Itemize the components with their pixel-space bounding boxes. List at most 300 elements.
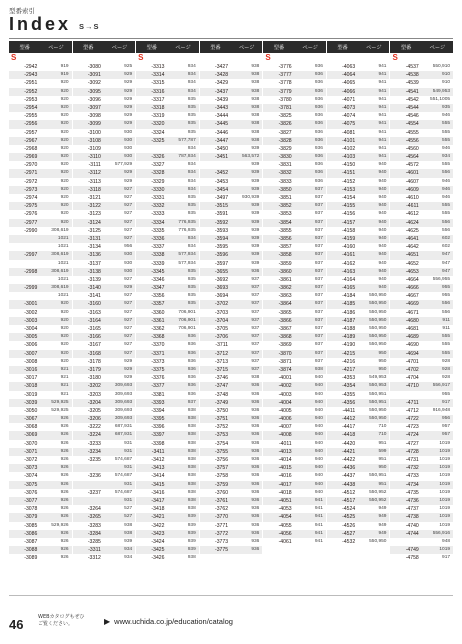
model-column-header: 型番 bbox=[210, 44, 221, 51]
model-number: -3312 bbox=[87, 555, 101, 562]
model-number: -3206 bbox=[87, 416, 101, 423]
page-ref: 937 bbox=[314, 268, 323, 274]
table-row bbox=[263, 350, 326, 358]
page-ref: 926 bbox=[60, 547, 69, 553]
page-ref: 937 bbox=[314, 219, 323, 225]
model-number: -3762 bbox=[215, 506, 229, 513]
page-ref: 936 bbox=[251, 440, 260, 446]
model-number: -3381 bbox=[151, 391, 165, 398]
table-row bbox=[390, 382, 453, 390]
table-row bbox=[327, 112, 390, 120]
model-number: -3325 bbox=[151, 137, 165, 144]
table-row bbox=[200, 530, 263, 538]
table-row bbox=[200, 374, 263, 382]
page-ref: 937 bbox=[314, 342, 323, 348]
page-column-header: ページ bbox=[238, 44, 255, 51]
table-row bbox=[9, 210, 72, 218]
model-column-header: 型番 bbox=[337, 44, 348, 51]
table-row bbox=[73, 522, 136, 530]
page-ref: 940 bbox=[378, 285, 387, 291]
table-row bbox=[263, 358, 326, 366]
model-column-header: 型番 bbox=[83, 44, 94, 51]
model-number: -4161 bbox=[342, 252, 356, 259]
table-row bbox=[200, 235, 263, 243]
page-ref: 927 bbox=[124, 276, 133, 282]
model-number: -3079 bbox=[24, 514, 38, 521]
page-ref: 927 bbox=[124, 342, 133, 348]
table-row bbox=[200, 382, 263, 390]
model-number: -3361 bbox=[151, 317, 165, 324]
table-row bbox=[73, 227, 136, 235]
table-row bbox=[200, 481, 263, 489]
table-row bbox=[9, 169, 72, 177]
model-number: -3124 bbox=[87, 219, 101, 226]
table-row bbox=[9, 415, 72, 423]
page-ref: 941 bbox=[314, 530, 323, 536]
model-number: -3122 bbox=[87, 203, 101, 210]
page-ref: 927 bbox=[124, 195, 133, 200]
page-ref: 920 bbox=[60, 186, 69, 192]
table-row bbox=[390, 210, 453, 218]
model-number: -3202 bbox=[87, 383, 101, 390]
page-ref: 935 bbox=[187, 203, 196, 209]
page-ref: 927 bbox=[124, 301, 133, 307]
page-ref: 920 bbox=[60, 88, 69, 94]
table-row bbox=[263, 374, 326, 382]
table-row bbox=[73, 120, 136, 128]
model-number: -3071 bbox=[24, 448, 38, 455]
model-number: -3205 bbox=[87, 407, 101, 414]
model-number: -4564 bbox=[405, 154, 419, 161]
page-ref: 529,925 bbox=[51, 407, 69, 413]
model-number: -3394 bbox=[151, 407, 165, 414]
model-number: -3076 bbox=[24, 489, 38, 496]
page-ref: 938 bbox=[187, 555, 196, 561]
model-number: -4004 bbox=[278, 399, 292, 406]
page-column-header: ページ bbox=[48, 44, 64, 51]
table-row bbox=[263, 481, 326, 489]
model-number: -3447 bbox=[215, 137, 229, 144]
model-number bbox=[390, 391, 421, 399]
table-row bbox=[263, 161, 326, 169]
model-number: -3779 bbox=[278, 88, 292, 95]
model-number: -3137 bbox=[87, 260, 101, 267]
table-row bbox=[390, 145, 453, 153]
table-row bbox=[73, 431, 136, 439]
table-row bbox=[390, 268, 453, 276]
page-ref: 940 bbox=[378, 235, 387, 241]
model-number: -2998 bbox=[24, 268, 38, 275]
column-header bbox=[263, 41, 326, 53]
page-ref: 687,931 bbox=[114, 432, 133, 438]
table-row bbox=[73, 554, 136, 562]
page-ref: 938 bbox=[251, 137, 260, 143]
page-ref: 920 bbox=[60, 358, 69, 364]
model-number: -4601 bbox=[405, 170, 419, 177]
page-ref: 939 bbox=[251, 244, 260, 250]
page-ref: 577,934 bbox=[178, 260, 196, 266]
page-ref: 936 bbox=[314, 64, 323, 69]
table-row bbox=[390, 202, 453, 210]
table-row bbox=[73, 497, 136, 505]
page-ref: 940 bbox=[378, 162, 387, 168]
page-ref: 550,951 bbox=[369, 399, 387, 405]
table-row bbox=[136, 382, 199, 390]
table-row bbox=[327, 219, 390, 227]
model-number: -4075 bbox=[342, 121, 356, 128]
model-number: -4160 bbox=[342, 244, 356, 251]
table-row bbox=[200, 456, 263, 464]
table-row bbox=[327, 129, 390, 137]
table-row bbox=[136, 358, 199, 366]
table-row bbox=[327, 440, 390, 448]
page-ref: 935 bbox=[187, 211, 196, 217]
page-ref: 920 bbox=[60, 121, 69, 127]
table-row bbox=[200, 399, 263, 407]
page-ref: 602 bbox=[442, 244, 451, 250]
table-row bbox=[263, 497, 326, 505]
table-row bbox=[73, 464, 136, 472]
model-number: -4652 bbox=[405, 260, 419, 267]
table-row bbox=[200, 202, 263, 210]
model-number: -3326 bbox=[151, 154, 165, 161]
page-ref: 551,1005 bbox=[430, 96, 451, 102]
page-ref: 935 bbox=[187, 104, 196, 110]
page-ref: 941 bbox=[378, 96, 387, 102]
model-number: -3748 bbox=[215, 391, 229, 398]
model-number: -4758 bbox=[405, 555, 419, 562]
model-number: -3073 bbox=[24, 465, 38, 472]
model-number: -3856 bbox=[278, 235, 292, 242]
table-row bbox=[9, 391, 72, 399]
table-row bbox=[9, 522, 72, 530]
table-row bbox=[73, 423, 136, 431]
page-ref: 939 bbox=[187, 530, 196, 536]
table-row bbox=[136, 554, 199, 562]
page-ref: 940 bbox=[314, 424, 323, 430]
model-number: -4666 bbox=[405, 285, 419, 292]
page-ref: 926 bbox=[60, 416, 69, 422]
page-ref: 710 bbox=[378, 432, 387, 438]
group-letter: S bbox=[138, 53, 144, 62]
footer-url[interactable] bbox=[104, 617, 233, 626]
page-ref: 937 bbox=[251, 350, 260, 356]
table-row bbox=[327, 292, 390, 300]
model-number: -3360 bbox=[151, 309, 165, 316]
table-row bbox=[9, 71, 72, 79]
model-number: -3098 bbox=[87, 113, 101, 120]
page-ref: 939 bbox=[251, 260, 260, 266]
table-row bbox=[73, 325, 136, 333]
model-number: -3693 bbox=[215, 285, 229, 292]
index-tables bbox=[9, 41, 453, 593]
model-number: -3264 bbox=[87, 506, 101, 513]
table-row bbox=[327, 472, 390, 480]
model-number: -3236 bbox=[87, 473, 101, 480]
page-ref: 929 bbox=[124, 358, 133, 364]
table-row bbox=[136, 440, 199, 448]
page-ref: 927 bbox=[124, 350, 133, 356]
table-row bbox=[327, 145, 390, 153]
page-ref: 308,619 bbox=[51, 285, 69, 291]
model-number: -3393 bbox=[151, 399, 165, 406]
table-row bbox=[390, 120, 453, 128]
page-ref: 929 bbox=[124, 72, 133, 78]
page-ref: 935 bbox=[187, 129, 196, 135]
table-row bbox=[9, 178, 72, 186]
page-ref: 939 bbox=[187, 522, 196, 528]
page-ref: 934 bbox=[187, 162, 196, 168]
table-row bbox=[136, 464, 199, 472]
table-row bbox=[136, 522, 199, 530]
table-row bbox=[327, 235, 390, 243]
table-row bbox=[327, 530, 390, 538]
group-letter bbox=[327, 53, 390, 63]
page-ref: 706,901 bbox=[178, 317, 196, 323]
page-ref: 938 bbox=[251, 88, 260, 94]
model-number: -4664 bbox=[405, 276, 419, 283]
page-ref: 937 bbox=[314, 235, 323, 241]
model-number: -3415 bbox=[151, 481, 165, 488]
model-number: -4056 bbox=[278, 530, 292, 537]
model-number: -4512 bbox=[342, 489, 356, 496]
page-ref: 937 bbox=[314, 350, 323, 356]
table-row bbox=[263, 309, 326, 317]
model-number: -3109 bbox=[87, 145, 101, 152]
page-ref: 938 bbox=[187, 432, 196, 438]
page-ref: 926 bbox=[60, 457, 69, 462]
page-ref: 936 bbox=[251, 424, 260, 430]
table-row bbox=[263, 194, 326, 202]
table-row bbox=[73, 358, 136, 366]
model-number: -3412 bbox=[151, 457, 165, 463]
model-number: -4007 bbox=[278, 424, 292, 431]
model-number bbox=[73, 481, 104, 489]
page-ref: 919 bbox=[60, 72, 69, 78]
model-number: -2969 bbox=[24, 154, 38, 161]
column-header bbox=[327, 41, 390, 53]
model-number: -4103 bbox=[342, 154, 356, 161]
model-number: -4156 bbox=[342, 211, 356, 218]
page-ref: 936 bbox=[314, 178, 323, 184]
page-ref: 1021 bbox=[57, 260, 69, 266]
table-row bbox=[73, 276, 136, 284]
table-row bbox=[263, 317, 326, 325]
table-row bbox=[136, 145, 199, 153]
model-number: -4749 bbox=[405, 547, 419, 554]
model-number: -3418 bbox=[151, 506, 165, 513]
model-number: -3771 bbox=[215, 522, 229, 529]
page-ref: 937 bbox=[314, 211, 323, 217]
table-row bbox=[200, 112, 263, 120]
table-row bbox=[9, 423, 72, 431]
page-ref: 930 bbox=[124, 268, 133, 274]
model-number: -3356 bbox=[151, 293, 165, 300]
page-ref: 949 bbox=[378, 530, 387, 536]
page-ref: 549,953 bbox=[369, 375, 387, 381]
table-row bbox=[200, 194, 263, 202]
table-row bbox=[9, 243, 72, 251]
model-number: -3376 bbox=[151, 375, 165, 382]
table-row bbox=[390, 464, 453, 472]
model-number: -3180 bbox=[87, 375, 101, 382]
table-row bbox=[73, 530, 136, 538]
page-ref: 920 bbox=[60, 317, 69, 323]
model-number: -4355 bbox=[342, 391, 356, 398]
page-ref: 926 bbox=[60, 440, 69, 446]
model-number: -3317 bbox=[151, 96, 165, 103]
page-number: 46 bbox=[9, 617, 24, 632]
model-number: -3703 bbox=[215, 309, 229, 316]
model-number: -3746 bbox=[215, 375, 229, 382]
page-column-header: ページ bbox=[429, 44, 446, 51]
model-number bbox=[136, 145, 167, 153]
model-number: -3396 bbox=[151, 424, 165, 431]
table-row bbox=[136, 415, 199, 423]
model-number: -3368 bbox=[151, 334, 165, 341]
model-number: -2975 bbox=[24, 203, 38, 210]
table-row bbox=[327, 79, 390, 87]
model-number: -4736 bbox=[405, 497, 419, 504]
table-row bbox=[136, 538, 199, 546]
page-ref: 925 bbox=[124, 64, 133, 69]
table-row bbox=[390, 129, 453, 137]
page-ref: 941 bbox=[378, 137, 387, 143]
table-row bbox=[327, 104, 390, 112]
page-ref: 926 bbox=[60, 465, 69, 471]
table-row bbox=[200, 472, 263, 480]
table-row bbox=[73, 382, 136, 390]
page-ref: 936 bbox=[251, 514, 260, 520]
table-row bbox=[9, 235, 72, 243]
model-number: -3597 bbox=[215, 260, 229, 267]
table-row bbox=[136, 210, 199, 218]
table-row bbox=[73, 391, 136, 399]
model-number: -4737 bbox=[405, 506, 419, 513]
model-number: -3111 bbox=[88, 162, 101, 169]
page-ref: 936 bbox=[187, 366, 196, 372]
table-row bbox=[327, 505, 390, 513]
page-ref: 938 bbox=[251, 64, 260, 69]
table-row bbox=[9, 341, 72, 349]
page-ref: 930 bbox=[124, 154, 133, 160]
column-header bbox=[73, 41, 136, 53]
model-number: -3395 bbox=[151, 416, 165, 423]
model-number: -2972 bbox=[24, 178, 38, 185]
table-row bbox=[136, 366, 199, 374]
table-row bbox=[73, 137, 136, 145]
table-row bbox=[9, 309, 72, 317]
table-row bbox=[73, 79, 136, 87]
page-ref: 937 bbox=[314, 203, 323, 209]
page-ref: 1021 bbox=[57, 244, 69, 250]
page-ref: 937 bbox=[314, 244, 323, 250]
table-row bbox=[390, 431, 453, 439]
model-number: -3204 bbox=[87, 399, 101, 406]
page-ref: 929 bbox=[124, 178, 133, 184]
table-row bbox=[327, 186, 390, 194]
model-number: -4702 bbox=[405, 366, 419, 373]
model-number: -4731 bbox=[405, 457, 419, 463]
model-number: -3284 bbox=[87, 530, 101, 537]
model-number: -3315 bbox=[151, 80, 165, 87]
page-ref: 550,950 bbox=[369, 293, 387, 299]
table-row bbox=[200, 104, 263, 112]
page-ref: 949 bbox=[378, 514, 387, 520]
page-ref: 941 bbox=[378, 88, 387, 94]
model-number: -3752 bbox=[215, 424, 229, 431]
model-number: -3006 bbox=[24, 342, 38, 349]
table-row bbox=[200, 251, 263, 259]
page-ref: 927 bbox=[124, 203, 133, 209]
model-number: -4711 bbox=[406, 399, 419, 406]
table-row bbox=[263, 153, 326, 161]
table-row bbox=[327, 399, 390, 407]
page-ref: 920 bbox=[60, 162, 69, 168]
page-ref: 936 bbox=[251, 391, 260, 397]
model-number: -3439 bbox=[215, 96, 229, 103]
model-number: -4013 bbox=[278, 448, 292, 455]
table-row bbox=[136, 169, 199, 177]
model-number: -4054 bbox=[278, 514, 292, 521]
table-row bbox=[200, 431, 263, 439]
table-row bbox=[327, 88, 390, 96]
model-number: -3591 bbox=[215, 211, 229, 218]
model-number: -3596 bbox=[215, 252, 229, 259]
table-row bbox=[9, 79, 72, 87]
model-number: -4744 bbox=[405, 530, 419, 537]
model-number: -4064 bbox=[342, 72, 356, 79]
page-ref: 776,935 bbox=[178, 219, 196, 225]
page-ref: 936 bbox=[314, 129, 323, 135]
table-row bbox=[327, 391, 390, 399]
page-ref: 930 bbox=[124, 252, 133, 258]
page-ref: 920 bbox=[60, 145, 69, 151]
model-number: -3425 bbox=[151, 547, 165, 554]
model-number: -3755 bbox=[215, 448, 229, 455]
model-number: -3413 bbox=[151, 465, 165, 472]
model-column-header: 型番 bbox=[273, 44, 285, 51]
page-subtitle: S→S bbox=[79, 22, 100, 31]
table-row bbox=[327, 202, 390, 210]
page-ref: 936 bbox=[251, 448, 260, 454]
table-row bbox=[327, 251, 390, 259]
model-number: -3099 bbox=[87, 121, 101, 128]
page-ref: 935 bbox=[187, 268, 196, 274]
page-ref: 934 bbox=[187, 178, 196, 184]
page-ref: 934 bbox=[187, 235, 196, 241]
page-ref: 931 bbox=[124, 440, 133, 446]
table-row bbox=[200, 415, 263, 423]
page-column-header: ページ bbox=[111, 44, 128, 51]
model-number: -4151 bbox=[342, 170, 356, 177]
table-row bbox=[136, 71, 199, 79]
model-number: -4537 bbox=[405, 64, 419, 70]
model-number: -4539 bbox=[405, 80, 419, 87]
table-row bbox=[136, 309, 199, 317]
table-row bbox=[136, 391, 199, 399]
page-ref: 549,953 bbox=[432, 88, 451, 94]
table-row bbox=[9, 112, 72, 120]
page-column-header: ページ bbox=[302, 44, 318, 51]
model-number: -3283 bbox=[87, 522, 101, 529]
page-ref: 936 bbox=[187, 350, 196, 356]
table-row bbox=[263, 79, 326, 87]
page-ref: 937 bbox=[314, 301, 323, 307]
table-row bbox=[327, 161, 390, 169]
model-number: -3780 bbox=[278, 96, 292, 103]
table-row bbox=[327, 210, 390, 218]
